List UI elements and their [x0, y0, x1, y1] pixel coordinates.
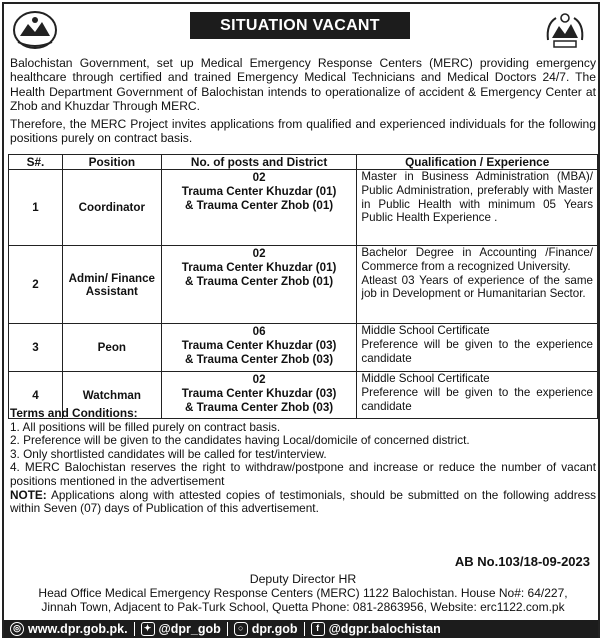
social-bar — [4, 620, 598, 638]
row-posts — [161, 324, 357, 372]
row-posts — [161, 246, 357, 324]
intro-paragraph-2: Therefore, the MERC Project invites applications from qualified and experienced individuals for the following positions purely on contract basis. — [10, 116, 596, 146]
intro-text — [10, 56, 596, 145]
facebook-link[interactable] — [305, 622, 447, 636]
table-row — [9, 170, 598, 246]
posts-count: 06 — [252, 325, 266, 338]
website-text: www.dpr.gob.pk. — [28, 622, 128, 636]
row-qualification — [357, 246, 598, 324]
header — [4, 4, 598, 56]
footer-contact — [10, 572, 596, 615]
facebook-text: @dgpr.balochistan — [328, 622, 441, 636]
terms-item: 4. MERC Balochistan reserves the right to withdraw/postpone and increase or reduce the number of vacant positions mentioned in the advertisement — [10, 460, 596, 488]
instagram-link[interactable] — [228, 622, 304, 636]
district-line-1: Trauma Center Khuzdar (03) — [181, 387, 337, 400]
row-sn: 1 — [9, 170, 63, 246]
district-line-1: Trauma Center Khuzdar (01) — [181, 185, 337, 198]
posts-count: 02 — [252, 247, 266, 260]
row-sn: 2 — [9, 246, 63, 324]
row-qualification — [357, 170, 598, 246]
qualification-text: Bachelor Degree in Accounting /Finance/ Commerce from a recognized University. — [361, 246, 593, 273]
instagram-text: dpr.gob — [251, 622, 298, 636]
row-qualification — [357, 324, 598, 372]
terms-item: 1. All positions will be filled purely on contract basis. — [10, 419, 281, 434]
qualification-text: Middle School Certificate — [361, 372, 490, 385]
terms-item: 3. Only shortlisted candidates will be called for test/interview. — [10, 446, 327, 461]
note-label: NOTE: — [10, 487, 47, 502]
address-line-2: Jinnah Town, Adjacent to Pak-Turk School, Quetta Phone: 081-2863956, Website: erc1122.com.pk — [41, 600, 565, 615]
row-position: Coordinator — [62, 170, 161, 246]
district-line-2: & Trauma Center Zhob (01) — [185, 275, 334, 288]
facebook-icon: f — [311, 622, 325, 636]
advertisement-page — [2, 2, 600, 638]
table-header-row — [9, 155, 598, 170]
col-header-posts: No. of posts and District — [161, 155, 357, 170]
col-header-sn: S#. — [9, 155, 63, 170]
note — [10, 489, 596, 516]
balochistan-emblem-icon — [12, 10, 58, 50]
posts-count: 02 — [252, 373, 266, 386]
terms-heading: Terms and Conditions: — [10, 406, 138, 420]
district-line-2: & Trauma Center Zhob (03) — [185, 353, 334, 366]
qualification-text: Middle School Certificate — [361, 324, 490, 337]
posts-count: 02 — [252, 171, 266, 184]
row-posts — [161, 170, 357, 246]
twitter-text: @dpr_gob — [158, 622, 221, 636]
twitter-icon: ✦ — [141, 622, 155, 636]
instagram-icon: ○ — [234, 622, 248, 636]
page-title: SITUATION VACANT — [190, 12, 410, 39]
intro-paragraph-1: Balochistan Government, set up Medical Emergency Response Centers (MERC) providing emergency healthcare through certified and trained Emergency Medical Technicians and Medical Doctors 24/7. The Health Department Government of Balochistan intends to operationalize of accident & Emergency Center at Zhob and Khuzdar Through MERC. — [10, 56, 596, 114]
address-line-1: Head Office Medical Emergency Response Centers (MERC) 1122 Balochistan. House No#: 64/227, — [38, 586, 568, 601]
row-position: Watchman — [62, 372, 161, 419]
row-position: Admin/ Finance Assistant — [62, 246, 161, 324]
district-line-2: & Trauma Center Zhob (01) — [185, 199, 334, 212]
vacancy-table — [8, 154, 598, 419]
row-sn: 3 — [9, 324, 63, 372]
experience-text: Preference will be given to the experience candidate — [361, 385, 593, 413]
district-line-1: Trauma Center Khuzdar (03) — [181, 339, 337, 352]
signatory-designation: Deputy Director HR — [249, 572, 357, 586]
ad-number: AB No.103/18-09-2023 — [454, 554, 590, 569]
terms-section — [10, 407, 596, 516]
twitter-link[interactable] — [135, 622, 227, 636]
globe-icon: ◎ — [10, 622, 24, 636]
row-sn: 4 — [9, 372, 63, 419]
col-header-qualification: Qualification / Experience — [357, 155, 598, 170]
district-line-1: Trauma Center Khuzdar (01) — [181, 261, 337, 274]
qualification-text: Master in Business Administration (MBA)/ Public Administration, preferably with Master in Public Health with minimum 05 Years Public Health Experience . — [361, 170, 593, 225]
experience-text: Atleast 03 Years of experience of the same job in Development or Humanitarian Sector. — [361, 273, 593, 301]
table-row — [9, 246, 598, 324]
table-row — [9, 324, 598, 372]
experience-text: Preference will be given to the experience candidate — [361, 337, 593, 365]
government-emblem-icon — [542, 10, 588, 50]
col-header-position: Position — [62, 155, 161, 170]
website-link[interactable] — [4, 622, 134, 636]
row-position: Peon — [62, 324, 161, 372]
terms-item: 2. Preference will be given to the candidates having Local/domicile of concerned district. — [10, 433, 470, 448]
district-line-2: & Trauma Center Zhob (03) — [185, 401, 334, 414]
note-text: Applications along with attested copies of testimonials, should be submitted on the following address within Seven (07) days of Publication of this advertisement. — [10, 487, 596, 516]
